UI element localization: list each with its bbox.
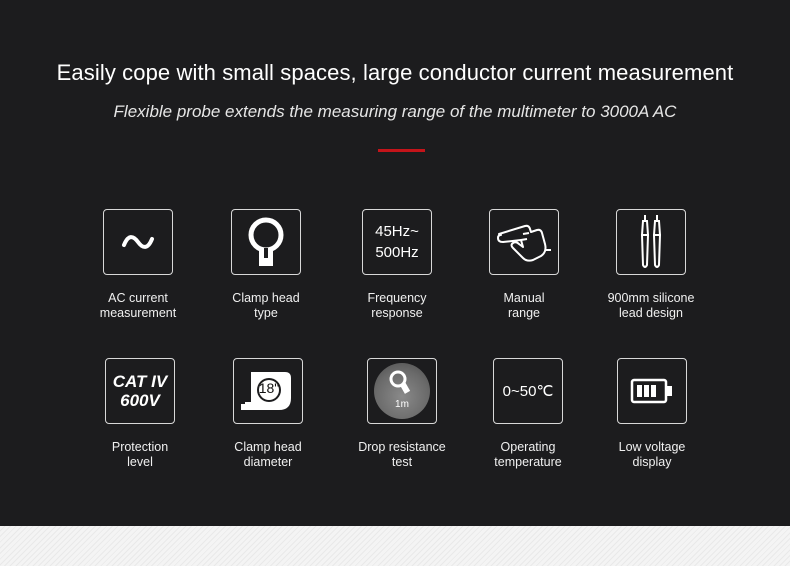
feature-label: Low voltage display [618, 440, 686, 469]
feature-icon-box [617, 358, 687, 424]
feature-icon-box [231, 209, 301, 275]
feature-label: 900mm silicone lead design [607, 291, 695, 320]
feature-icon-box [233, 358, 303, 424]
feature-label: AC current measurement [99, 291, 177, 320]
feature-operating-temperature [463, 358, 593, 470]
feature-manual-range [459, 209, 589, 321]
feature-icon-box [489, 209, 559, 275]
feature-low-voltage [587, 358, 717, 470]
feature-icon-box [616, 209, 686, 275]
frequency-icon: 45Hz~ 500Hz [375, 223, 419, 261]
tape-measure-icon: 18" [241, 368, 295, 414]
test-leads-icon [636, 213, 666, 271]
feature-label: Frequency response [367, 291, 427, 320]
cat-rating-icon: CAT IV 600V [112, 372, 168, 410]
thermometer-icon: 0~50℃ [502, 383, 554, 400]
feature-frequency [332, 209, 462, 321]
feature-label: Operating temperature [494, 440, 562, 469]
feature-protection-level [75, 358, 205, 470]
feature-icon-box [103, 209, 173, 275]
feature-clamp-head-diameter [203, 358, 333, 470]
bottom-stripe [0, 526, 790, 566]
feature-label: Drop resistance test [358, 440, 446, 469]
feature-label: Clamp head diameter [234, 440, 302, 469]
hand-icon [495, 220, 553, 264]
feature-drop-test [337, 358, 467, 470]
banner-subtitle: Flexible probe extends the measuring range of the multimeter to 3000A AC [113, 102, 677, 121]
feature-icon-box [367, 358, 437, 424]
feature-test-leads [586, 209, 716, 321]
feature-label: Clamp head type [232, 291, 300, 320]
feature-label: Manual range [503, 291, 545, 320]
clamp-head-icon [244, 215, 288, 269]
feature-label: Protection level [111, 440, 169, 469]
feature-icon-box [493, 358, 563, 424]
feature-clamp-head-type [201, 209, 331, 321]
battery-icon [630, 378, 674, 404]
sine-wave-icon [118, 230, 158, 254]
feature-ac-current [73, 209, 203, 321]
feature-icon-box [105, 358, 175, 424]
feature-icon-box [362, 209, 432, 275]
banner-title: Easily cope with small spaces, large conductor current measurement [56, 60, 734, 85]
drop-test-icon: 1m [374, 363, 430, 419]
accent-divider [378, 149, 425, 152]
